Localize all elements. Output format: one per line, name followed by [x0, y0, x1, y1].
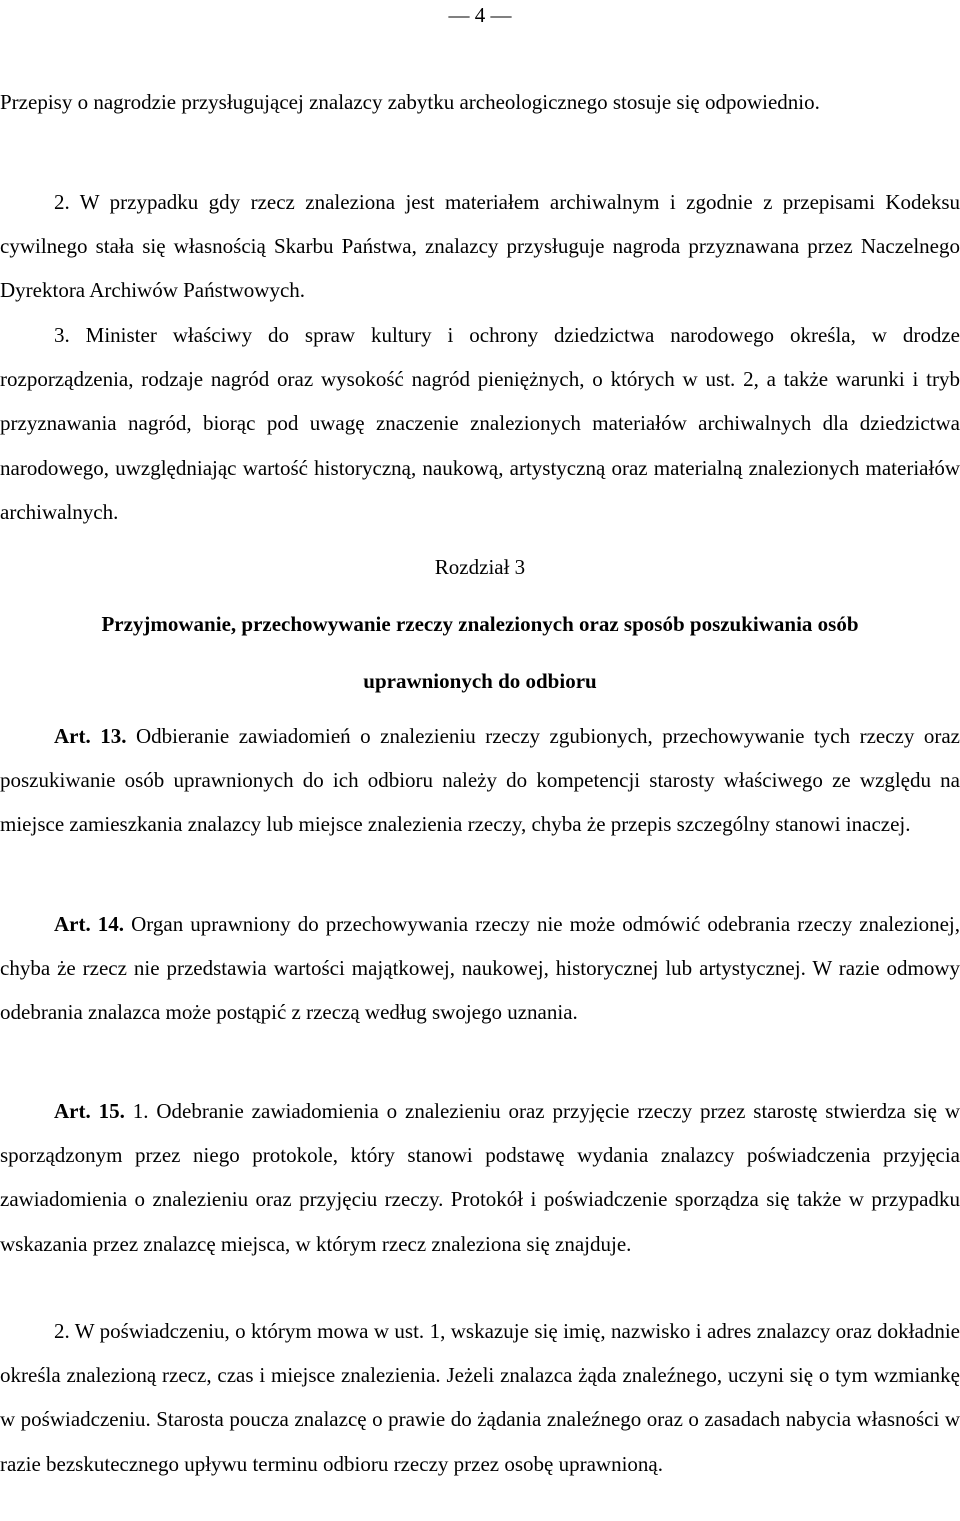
article-13	[0, 714, 960, 847]
article-14-label: Art. 14.	[54, 912, 125, 936]
article-15-text-2: 2. W poświadczeniu, o którym mowa w ust. 1, wskazuje się imię, nazwisko i adres znalazcy oraz dokładnie określa znalezioną rzecz, czas i miejsce znalezienia. Jeżeli znalazca żąda znaleźnego, uczyni się o tym wzmiankę w poświadczeniu. Starosta poucza znalazcę o prawie do żądania znaleźnego oraz o zasadach nabycia własności w razie bezskutecznego upływu terminu odbioru rzeczy przez osobę uprawnioną.	[0, 1319, 960, 1476]
paragraph-reward-archaeological	[0, 80, 960, 124]
paragraph-3-minister	[0, 313, 960, 534]
paragraph-text: 2. W przypadku gdy rzecz znaleziona jest materiałem archiwalnym i zgodnie z przepisami Kodeksu cywilnego stała się własnością Skarbu Państwa, znalazcy przysługuje nagroda przyznawana przez Naczelnego Dyrektora Archiwów Państwowych.	[0, 190, 960, 303]
chapter-label: Rozdział 3	[434, 555, 526, 579]
page-number: — 4 —	[448, 3, 512, 27]
article-15-para-1	[0, 1089, 960, 1266]
article-13-text: Odbieranie zawiadomień o znalezieniu rzeczy zgubionych, przechowywanie tych rzeczy oraz poszukiwanie osób uprawnionych do ich odbioru należy do kompetencji starosty właściwego ze względu na miejsce zamieszkania znalazcy lub miejsce znalezienia rzeczy, chyba że przepis szczególny stanowi inaczej.	[0, 724, 960, 837]
chapter-title-line1: Przyjmowanie, przechowywanie rzeczy znalezionych oraz sposób poszukiwania osób	[101, 612, 859, 636]
article-15-label: Art. 15.	[54, 1099, 125, 1123]
article-15-text-1: 1. Odebranie zawiadomienia o znalezieniu oraz przyjęcie rzeczy przez starostę stwierdza się w sporządzonym przez niego protokole, który stanowi podstawę wydania znalazcy poświadczenia przyjęcia zawiadomienia o znalezieniu oraz przyjęciu rzeczy. Protokół i poświadczenie sporządza się także w przypadku wskazania przez znalazcę miejsca, w którym rzecz znaleziona się znajduje.	[0, 1099, 960, 1256]
chapter-title-line2: uprawnionych do odbioru	[363, 669, 597, 693]
article-14	[0, 902, 960, 1035]
article-14-text: Organ uprawniony do przechowywania rzeczy nie może odmówić odebrania rzeczy znalezionej, chyba że rzecz nie przedstawia wartości majątkowej, naukowej, historycznej lub artystycznej. W razie odmowy odebrania znalazca może postąpić z rzeczą według swojego uznania.	[0, 912, 960, 1025]
article-13-label: Art. 13.	[54, 724, 127, 748]
paragraph-text: Przepisy o nagrodzie przysługującej znalazcy zabytku archeologicznego stosuje się odpowiednio.	[0, 90, 820, 114]
paragraph-2-archival-material	[0, 180, 960, 313]
article-15-para-2	[0, 1309, 960, 1486]
paragraph-text: 3. Minister właściwy do spraw kultury i ochrony dziedzictwa narodowego określa, w drodze rozporządzenia, rodzaje nagród oraz wysokość nagród pieniężnych, o których w ust. 2, a także warunki i tryb przyznawania nagród, biorąc pod uwagę znaczenie znalezionych materiałów archiwalnych dla dziedzictwa narodowego, uwzględniając wartość historyczną, naukową, artystyczną oraz materialną znalezionych materiałów archiwalnych.	[0, 323, 960, 524]
